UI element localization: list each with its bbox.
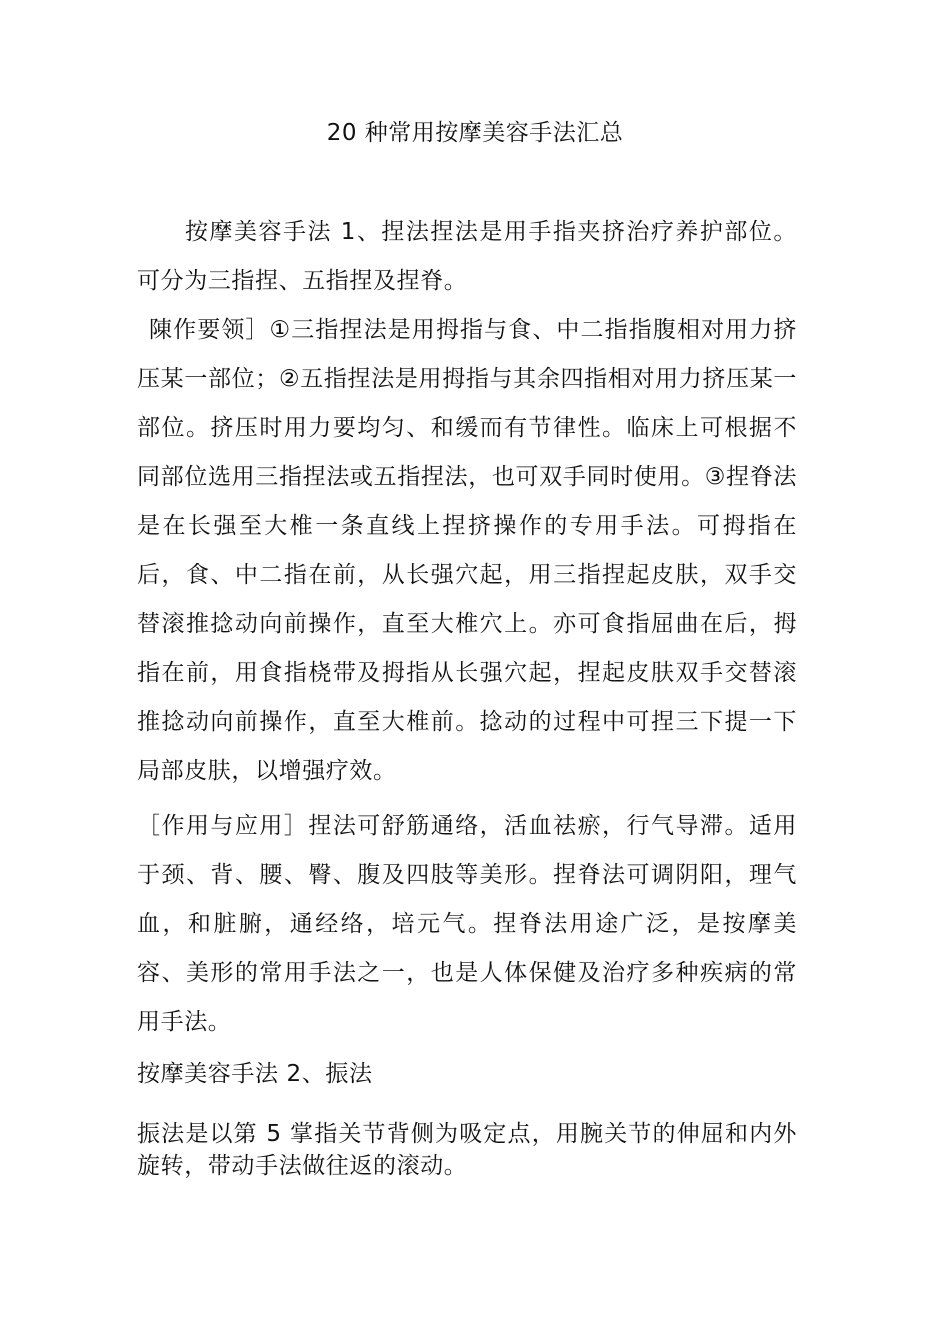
section-heading-vibration: 按摩美容手法 2、振法 [137, 1061, 373, 1087]
paragraph-kneading-intro: 按摩美容手法 1、捏法捏法是用手指夹挤治疗养护部位。可分为三指捏、五指捏及捏脊。 [137, 219, 797, 294]
paragraph-operation-essentials: 陳作要领］①三指捏法是用拇指与食、中二指指腹相对用力挤压某一部位；②五指捏法是用拇指与其余四指相对用力挤压某一部位。挤压时用力要均匀、和缓而有节律性。临床上可根据不同部位选用三指捏法或五指捏法，也可双手同时使用。③捏脊法是在长强至大椎一条直线上捏挤操作的专用手法。可拇指在后，食、中二指在前，从长强穴起，用三指捏起皮肤，双手交替滚推捻动向前操作，直至大椎穴上。亦可食指屈曲在后，拇指在前，用食指桡带及拇指从长强穴起，捏起皮肤双手交替滚推捻动向前操作，直至大椎前。捻动的过程中可捏三下提一下局部皮肤，以增强疗效。 [137, 317, 797, 784]
document-title: 20 种常用按摩美容手法汇总 [326, 120, 624, 146]
paragraph-vibration-description: 振法是以第 5 掌指关节背侧为吸定点，用腕关节的伸屈和内外旋转，带动手法做往返的滚动。 [137, 1121, 797, 1179]
paragraph-effects-application: ［作用与应用］捏法可舒筋通络，活血祛瘀，行气导滞。适用于颈、背、腰、臀、腹及四肢等美形。捏脊法可调阴阳，理气血，和脏腑，通经络，培元气。捏脊法用途广泛，是按摩美容、美形的常用手法之一，也是人体保健及治疗多种疾病的常用手法。 [137, 813, 797, 1035]
